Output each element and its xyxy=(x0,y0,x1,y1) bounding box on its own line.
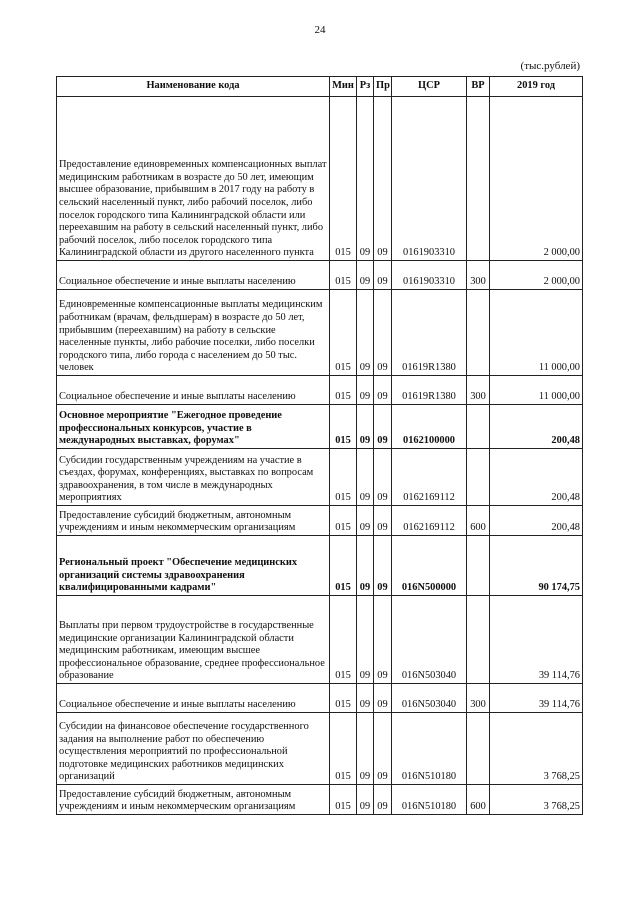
row-rz: 09 xyxy=(357,536,374,596)
row-vr: 600 xyxy=(467,785,490,815)
row-pr: 09 xyxy=(374,596,392,684)
row-csr: 01619R1380 xyxy=(392,290,467,376)
row-amount: 39 114,76 xyxy=(490,684,583,713)
row-min: 015 xyxy=(330,713,357,785)
row-name: Выплаты при первом трудоустройстве в государственные медицинские организации Калининградской области медицинским работникам, имеющим высшее профессиональное образование, среднее профессиональное образование xyxy=(57,596,330,684)
row-csr: 016N503040 xyxy=(392,684,467,713)
row-name: Социальное обеспечение и иные выплаты населению xyxy=(57,684,330,713)
row-name: Предоставление субсидий бюджетным, автономным учреждениям и иным некоммерческим организациям xyxy=(57,506,330,536)
row-pr: 09 xyxy=(374,713,392,785)
table-row xyxy=(57,684,583,713)
row-min: 015 xyxy=(330,405,357,449)
row-min: 015 xyxy=(330,376,357,405)
row-vr xyxy=(467,290,490,376)
row-vr xyxy=(467,713,490,785)
row-amount: 11 000,00 xyxy=(490,290,583,376)
header-vr: ВР xyxy=(467,77,490,97)
row-csr: 01619R1380 xyxy=(392,376,467,405)
row-amount: 200,48 xyxy=(490,449,583,506)
table-row xyxy=(57,261,583,290)
row-pr: 09 xyxy=(374,261,392,290)
row-csr: 0162169112 xyxy=(392,506,467,536)
row-vr xyxy=(467,405,490,449)
row-amount: 3 768,25 xyxy=(490,713,583,785)
row-min: 015 xyxy=(330,261,357,290)
table-row xyxy=(57,713,583,785)
row-rz: 09 xyxy=(357,290,374,376)
row-rz: 09 xyxy=(357,713,374,785)
row-name: Единовременные компенсационные выплаты медицинским работникам (врачам, фельдшерам) в возрасте до 50 лет, прибывшим (переехавшим) на работу в сельские населенные пункты, либо рабочие поселки, либо поселки городского типа, либо города с населением до 50 тыс. человек xyxy=(57,290,330,376)
table-row xyxy=(57,290,583,376)
row-rz: 09 xyxy=(357,785,374,815)
row-name: Социальное обеспечение и иные выплаты населению xyxy=(57,261,330,290)
row-pr: 09 xyxy=(374,536,392,596)
table-row xyxy=(57,405,583,449)
row-amount: 2 000,00 xyxy=(490,261,583,290)
row-rz: 09 xyxy=(357,506,374,536)
row-pr: 09 xyxy=(374,684,392,713)
row-amount: 11 000,00 xyxy=(490,376,583,405)
row-min: 015 xyxy=(330,290,357,376)
header-rz: Рз xyxy=(357,77,374,97)
header-pr: Пр xyxy=(374,77,392,97)
budget-table xyxy=(56,76,583,815)
row-vr xyxy=(467,97,490,261)
row-rz: 09 xyxy=(357,405,374,449)
row-vr: 600 xyxy=(467,506,490,536)
row-pr: 09 xyxy=(374,506,392,536)
row-name: Социальное обеспечение и иные выплаты населению xyxy=(57,376,330,405)
row-name: Основное мероприятие "Ежегодное проведение профессиональных конкурсов, участие в международных выставках, форумах" xyxy=(57,405,330,449)
row-pr: 09 xyxy=(374,376,392,405)
row-min: 015 xyxy=(330,684,357,713)
row-min: 015 xyxy=(330,506,357,536)
row-vr: 300 xyxy=(467,261,490,290)
table-row xyxy=(57,376,583,405)
row-pr: 09 xyxy=(374,97,392,261)
row-min: 015 xyxy=(330,596,357,684)
row-min: 015 xyxy=(330,785,357,815)
row-rz: 09 xyxy=(357,449,374,506)
row-name: Субсидии на финансовое обеспечение государственного задания на выполнение работ по обеспечению осуществления мероприятий по профессиональной подготовке медицинских работников медицинских организаций xyxy=(57,713,330,785)
row-csr: 016N510180 xyxy=(392,713,467,785)
row-amount: 3 768,25 xyxy=(490,785,583,815)
row-name: Предоставление субсидий бюджетным, автономным учреждениям и иным некоммерческим организациям xyxy=(57,785,330,815)
row-vr: 300 xyxy=(467,684,490,713)
row-min: 015 xyxy=(330,449,357,506)
row-csr: 016N500000 xyxy=(392,536,467,596)
row-csr: 0161903310 xyxy=(392,97,467,261)
row-rz: 09 xyxy=(357,684,374,713)
header-name: Наименование кода xyxy=(57,77,330,97)
row-csr: 0162169112 xyxy=(392,449,467,506)
row-pr: 09 xyxy=(374,785,392,815)
table-row xyxy=(57,785,583,815)
row-amount: 200,48 xyxy=(490,405,583,449)
table-row xyxy=(57,536,583,596)
row-csr: 016N510180 xyxy=(392,785,467,815)
row-min: 015 xyxy=(330,97,357,261)
row-rz: 09 xyxy=(357,261,374,290)
row-amount: 2 000,00 xyxy=(490,97,583,261)
table-row xyxy=(57,97,583,261)
row-vr xyxy=(467,596,490,684)
units-label: (тыс.рублей) xyxy=(520,60,580,72)
row-pr: 09 xyxy=(374,449,392,506)
row-vr: 300 xyxy=(467,376,490,405)
row-pr: 09 xyxy=(374,290,392,376)
row-pr: 09 xyxy=(374,405,392,449)
row-rz: 09 xyxy=(357,596,374,684)
row-amount: 200,48 xyxy=(490,506,583,536)
header-min: Мин xyxy=(330,77,357,97)
row-csr: 016N503040 xyxy=(392,596,467,684)
row-csr: 0161903310 xyxy=(392,261,467,290)
table-row xyxy=(57,449,583,506)
row-amount: 90 174,75 xyxy=(490,536,583,596)
row-rz: 09 xyxy=(357,97,374,261)
row-vr xyxy=(467,536,490,596)
row-amount: 39 114,76 xyxy=(490,596,583,684)
header-year: 2019 год xyxy=(490,77,583,97)
table-row xyxy=(57,506,583,536)
header-csr: ЦСР xyxy=(392,77,467,97)
page-number: 24 xyxy=(314,24,326,36)
row-csr: 0162100000 xyxy=(392,405,467,449)
row-vr xyxy=(467,449,490,506)
row-name: Субсидии государственным учреждениям на участие в съездах, форумах, конференциях, выставках по вопросам здравоохранения, в том числе в международных мероприятиях xyxy=(57,449,330,506)
table-header-row xyxy=(57,77,583,97)
row-name: Предоставление единовременных компенсационных выплат медицинским работникам в возрасте до 50 лет, имеющим высшее образование, прибывшим в 2017 году на работу в сельский населенный пункт, либо рабочий поселок, либо поселок городского типа Калининградской области или переехавшим на работу в сельский населенный пункт, либо рабочий поселок, либо поселок городского типа Калининградской области из другого населенного пункта xyxy=(57,97,330,261)
row-min: 015 xyxy=(330,536,357,596)
row-name: Региональный проект "Обеспечение медицинских организаций системы здравоохранения квалифицированными кадрами" xyxy=(57,536,330,596)
row-rz: 09 xyxy=(357,376,374,405)
table-row xyxy=(57,596,583,684)
